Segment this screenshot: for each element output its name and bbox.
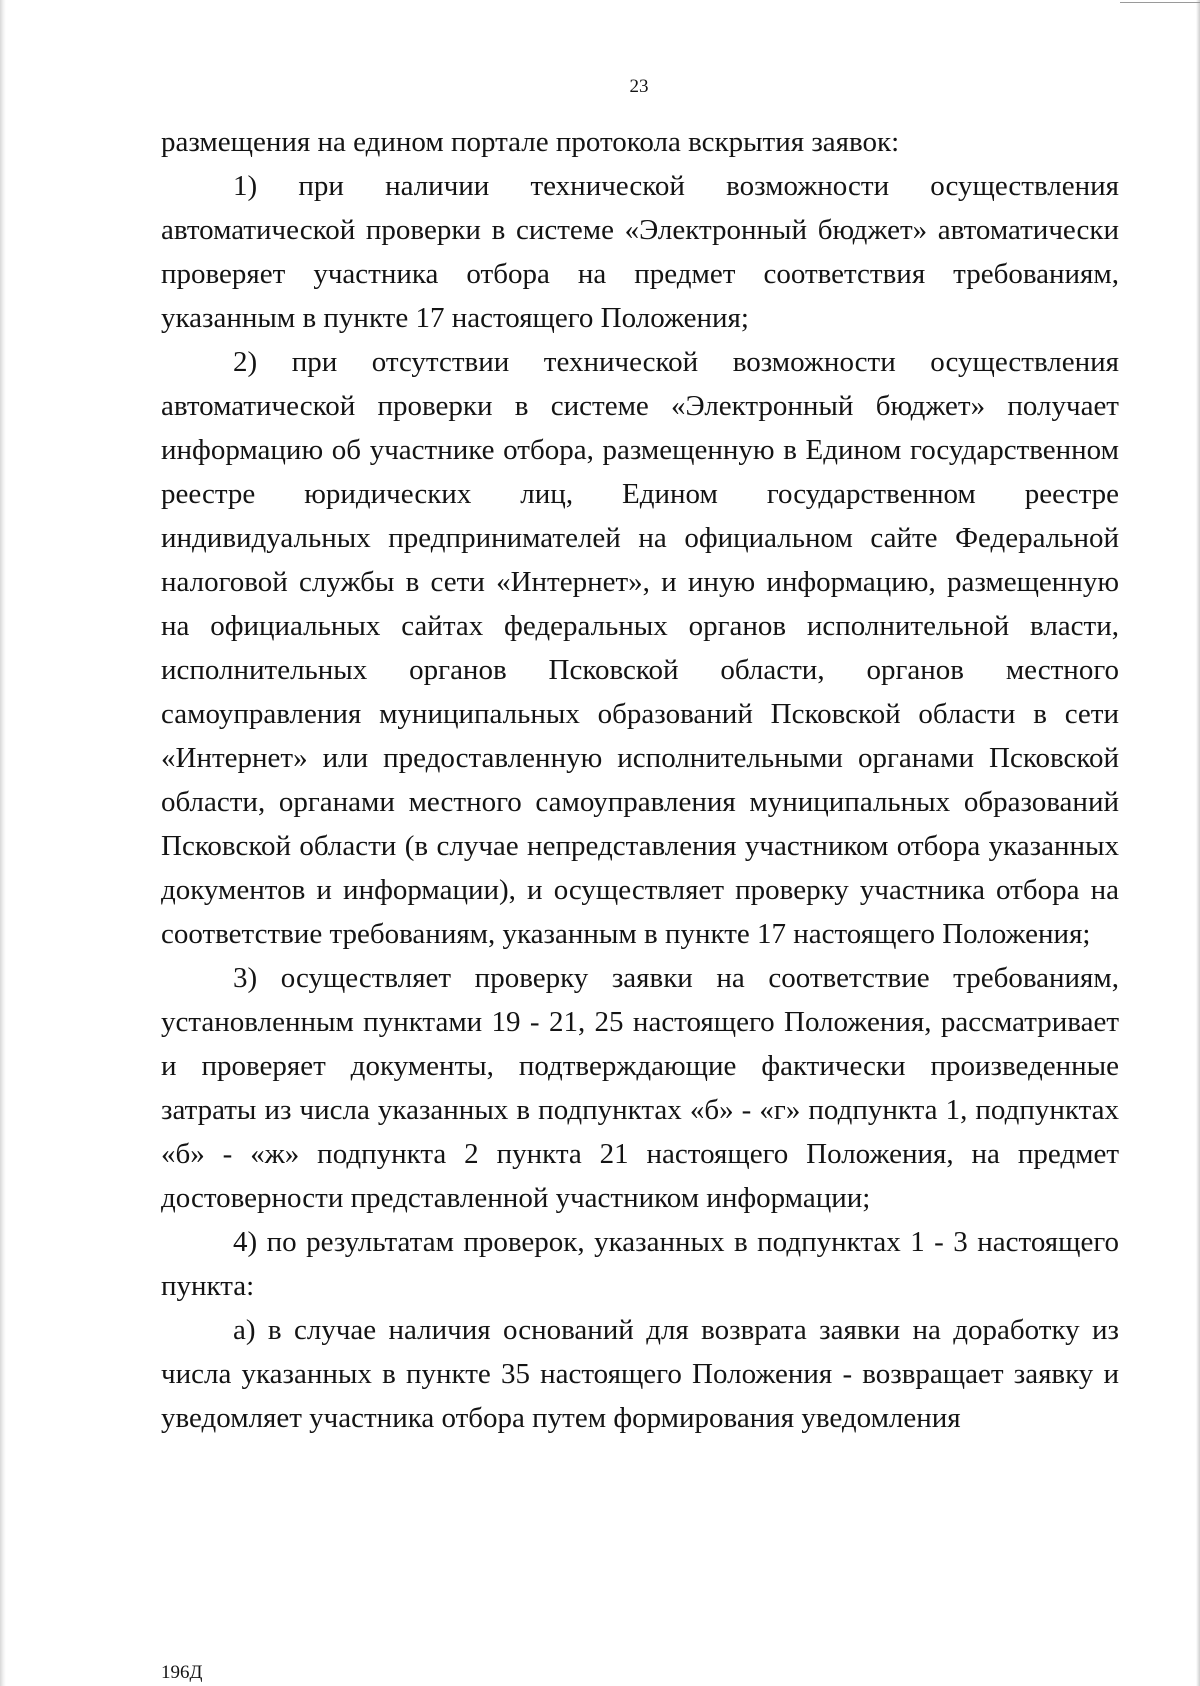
scan-edge-right (1196, 0, 1200, 1686)
paragraph-item-4: 4) по результатам проверок, указанных в подпунктах 1 - 3 настоящего пункта: (161, 1226, 1119, 1302)
paragraph-item-3: 3) осуществляет проверку заявки на соответствие требованиям, установленным пунктами 19 - 21, 25 настоящего Положения, рассматривает и проверяет документы, подтверждающие фактически произведенные затраты из числа указанных в подпунктах «б» - «г» подпункта 1, подпунктах «б» - «ж» подпункта 2 пункта 21 настоящего Положения, на предмет достоверности представленной участником информации; (161, 962, 1119, 1214)
page-number: 23 (629, 76, 649, 97)
paragraph-item-2: 2) при отсутствии технической возможности осуществления автоматической проверки в системе «Электронный бюджет» получает информацию об участнике отбора, размещенную в Едином государственном реестре юридических лиц, Едином государственном реестре индивидуальных предпринимателей на официальном сайте Федеральной налоговой службы в сети «Интернет», и иную информацию, размещенную на официальных сайтах федеральных органов исполнительной власти, исполнительных органов Псковской области, органов местного самоуправления муниципальных образований Псковской области в сети «Интернет» или предоставленную исполнительными органами Псковской области, органами местного самоуправления муниципальных образований Псковской области (в случае непредставления участником отбора указанных документов и информации), и осуществляет проверку участника отбора на соответствие требованиям, указанным в пункте 17 настоящего Положения; (161, 346, 1119, 950)
paragraph-item-4a: а) в случае наличия оснований для возврата заявки на доработку из числа указанных в пункте 35 настоящего Положения - возвращает заявку и уведомляет участника отбора путем формирования уведомления (161, 1314, 1119, 1434)
footer-document-code: 196Д (161, 1662, 203, 1683)
scan-line-top (1120, 2, 1200, 3)
paragraph-continuation: размещения на едином портале протокола вскрытия заявок: (161, 126, 900, 158)
scan-edge-left (0, 0, 6, 1686)
document-body (161, 120, 1119, 1440)
paragraph-item-1: 1) при наличии технической возможности осуществления автоматической проверки в системе «Электронный бюджет» автоматически проверяет участника отбора на предмет соответствия требованиям, указанным в пункте 17 настоящего Положения; (161, 170, 1119, 334)
